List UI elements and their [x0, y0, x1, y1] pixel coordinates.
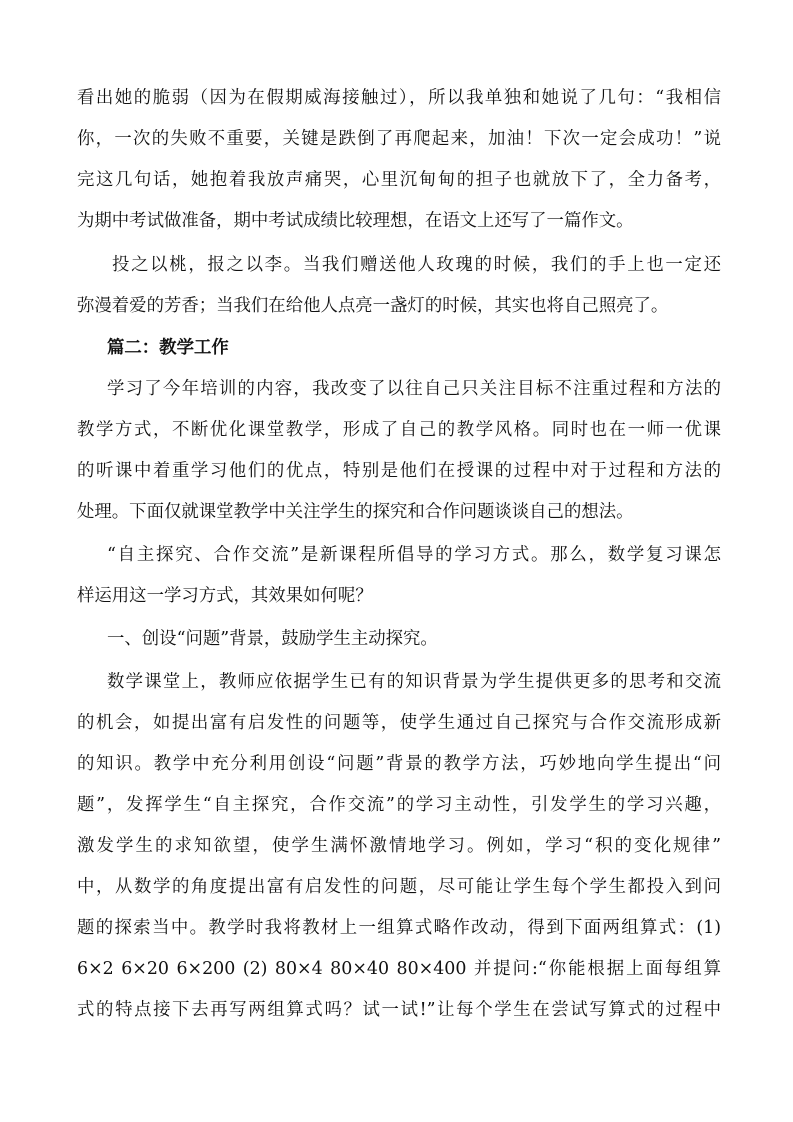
text-line: 看出她的脆弱（因为在假期威海接触过），所以我单独和她说了几句：“我相信 — [77, 88, 721, 108]
text-line: 弥漫着爱的芳香；当我们在给他人点亮一盏灯的时候，其实也将自己照亮了。 — [77, 296, 669, 316]
text-line: 题”，发挥学生“自主探究，合作交流”的学习主动性，引发学生的学习兴趣， — [77, 795, 721, 815]
section-heading: 篇二：教学工作 — [107, 338, 229, 358]
text-line: 为期中考试做准备，期中考试成绩比较理想，在语文上还写了一篇作文。 — [77, 211, 634, 231]
text-line: 处理。下面仅就课堂教学中关注学生的探究和合作问题谈谈自己的想法。 — [77, 502, 634, 522]
text-line: 完这几句话，她抱着我放声痛哭，心里沉甸甸的担子也就放下了，全力备考， — [77, 170, 721, 190]
text-line: 激发学生的求知欲望，使学生满怀激情地学习。例如，学习“积的变化规律” — [77, 836, 721, 856]
text-line: 式的特点接下去再写两组算式吗？试一试!”让每个学生在尝试写算式的过程中 — [77, 1000, 721, 1020]
text-line: 中，从数学的角度提出富有启发性的问题，尽可能让学生每个学生都投入到问 — [77, 877, 721, 897]
text-line: 6×2 6×20 6×200 (2) 80×4 80×40 80×400 并提问:“你能根据上面每组算 — [77, 959, 721, 979]
text-line: 的知识。教学中充分利用创设“问题”背景的教学方法，巧妙地向学生提出“问 — [77, 754, 721, 774]
text-line: 题的探索当中。教学时我将教材上一组算式略作改动，得到下面两组算式：(1) — [77, 918, 721, 938]
text-line: “自主探究、合作交流”是新课程所倡导的学习方式。那么，数学复习课怎 — [107, 545, 721, 565]
text-line: 你，一次的失败不重要，关键是跌倒了再爬起来，加油！下次一定会成功！”说 — [77, 129, 721, 149]
text-line: 投之以桃，报之以李。当我们赠送他人玫瑰的时候，我们的手上也一定还 — [112, 255, 721, 275]
text-line: 数学课堂上，教师应依据学生已有的知识背景为学生提供更多的思考和交流 — [107, 672, 721, 692]
text-line: 的听课中着重学习他们的优点，特别是他们在授课的过程中对于过程和方法的 — [77, 461, 721, 481]
text-line: 教学方式，不断优化课堂教学，形成了自己的教学风格。同时也在一师一优课 — [77, 420, 721, 440]
text-line: 学习了今年培训的内容，我改变了以往自己只关注目标不注重过程和方法的 — [107, 379, 721, 399]
text-line: 的机会，如提出富有启发性的问题等，使学生通过自己探究与合作交流形成新 — [77, 713, 721, 733]
text-line: 样运用这一学习方式，其效果如何呢？ — [77, 586, 373, 606]
subheading: 一、创设“问题”背景，鼓励学生主动探究。 — [107, 629, 438, 649]
